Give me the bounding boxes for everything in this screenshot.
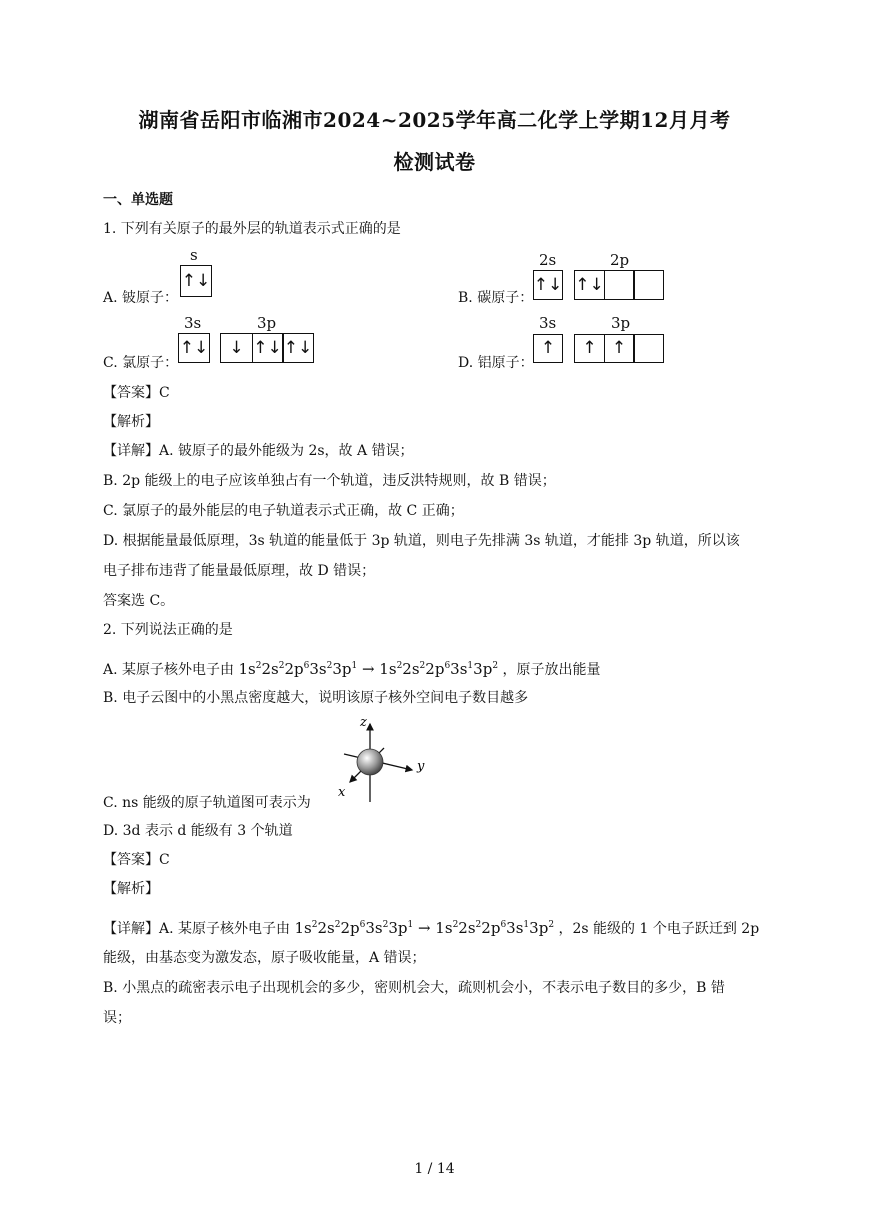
orbital-box	[633, 270, 664, 300]
sphere	[357, 749, 383, 775]
orbital-box: ↑↓	[252, 333, 284, 363]
x-label: x	[338, 785, 346, 800]
q2-analysis-label: 【解析】	[103, 881, 159, 897]
q1-d-sublabel-3s: 3s	[539, 314, 557, 332]
q2-detail-line: B. 小黑点的疏密表示电子出现机会的多少，密则机会大，疏则机会小，不表示电子数目的多少，B 错	[103, 980, 725, 996]
q2-detail-line: 误；	[103, 1010, 131, 1026]
q2-option-b: B. 电子云图中的小黑点密度越大，说明该原子核外空间电子数目越多	[103, 690, 529, 706]
q1-analysis-label: 【解析】	[103, 414, 159, 430]
orbital-box: ↑↓	[178, 333, 210, 363]
q1-detail-line: 答案选 C。	[103, 593, 175, 609]
q2-option-c: C. ns 能级的原子轨道图可表示为	[103, 795, 311, 811]
title-line-2: 检测试卷	[393, 150, 476, 174]
q1-detail-line: C. 氯原子的最外能层的电子轨道表示式正确，故 C 正确；	[103, 503, 464, 519]
orbital-box: ↓	[220, 333, 253, 363]
q1-option-d-label: D. 铝原子：	[458, 355, 534, 371]
orbital-box: ↑	[574, 334, 605, 363]
title-line-1: 湖南省岳阳市临湘市2024~2025学年高二化学上学期12月月考	[138, 108, 731, 132]
q1-a-sublabel-s: s	[190, 246, 198, 264]
q2-option-a-prefix: A. 某原子核外电子由	[103, 662, 235, 678]
orbital-box	[604, 270, 635, 300]
z-label: z	[360, 715, 367, 730]
q2-stem: 2. 下列说法正确的是	[103, 622, 233, 638]
q1-option-b-label: B. 碳原子：	[458, 290, 534, 306]
orbital-box: ↑	[604, 334, 635, 363]
y-label: y	[417, 759, 425, 774]
orbital-box	[633, 334, 664, 363]
orbital-box: ↑	[533, 334, 563, 363]
page-number: 1 / 14	[414, 1161, 455, 1177]
q1-d-sublabel-3p: 3p	[611, 314, 631, 332]
s-orbital-diagram	[320, 712, 430, 804]
q1-c-sublabel-3s: 3s	[184, 314, 202, 332]
q2-detail-line	[103, 918, 759, 938]
q2-option-a-suffix: ，原子放出能量	[502, 662, 601, 678]
q1-detail-line: 【详解】A. 铍原子的最外能级为 2s，故 A 错误；	[103, 443, 414, 459]
q2-detail-prefix: 【详解】A. 某原子核外电子由	[103, 921, 291, 937]
q1-answer: 【答案】C	[103, 385, 170, 401]
q1-option-c-label: C. 氯原子：	[103, 355, 179, 371]
orbital-box: ↑↓	[574, 270, 605, 300]
orbital-box: ↑↓	[180, 265, 212, 297]
q2-detail-suffix: ，2s 能级的 1 个电子跃迁到 2p	[558, 921, 760, 937]
q2-option-d: D. 3d 表示 d 能级有 3 个轨道	[103, 823, 293, 839]
q1-b-sublabel-2p: 2p	[610, 251, 630, 269]
q1-stem: 1. 下列有关原子的最外层的轨道表示式正确的是	[103, 221, 401, 237]
q1-detail-line: 电子排布违背了能量最低原理，故 D 错误；	[103, 563, 376, 579]
q1-c-sublabel-3p: 3p	[257, 314, 277, 332]
section-heading: 一、单选题	[103, 192, 173, 208]
q2-option-a	[103, 659, 601, 679]
q1-detail-line: B. 2p 能级上的电子应该单独占有一个轨道，违反洪特规则，故 B 错误；	[103, 473, 556, 489]
electron-configuration: $1s^22s^22p^63s^23p^1 \to 1s^22s^22p^63s^13p^2$	[238, 660, 499, 678]
q1-option-a-label: A. 铍原子：	[103, 290, 179, 306]
orbital-box: ↑↓	[533, 270, 563, 300]
q1-b-sublabel-2s: 2s	[539, 251, 557, 269]
q1-detail-line: D. 根据能量最低原理，3s 轨道的能量低于 3p 轨道，则电子先排满 3s 轨道，才能排 3p 轨道，所以该	[103, 533, 740, 549]
q2-answer: 【答案】C	[103, 852, 170, 868]
orbital-box: ↑↓	[282, 333, 314, 363]
electron-configuration: $1s^22s^22p^63s^23p^1 \to 1s^22s^22p^63s^13p^2$	[294, 919, 555, 937]
q2-detail-line: 能级，由基态变为激发态，原子吸收能量，A 错误；	[103, 950, 426, 966]
